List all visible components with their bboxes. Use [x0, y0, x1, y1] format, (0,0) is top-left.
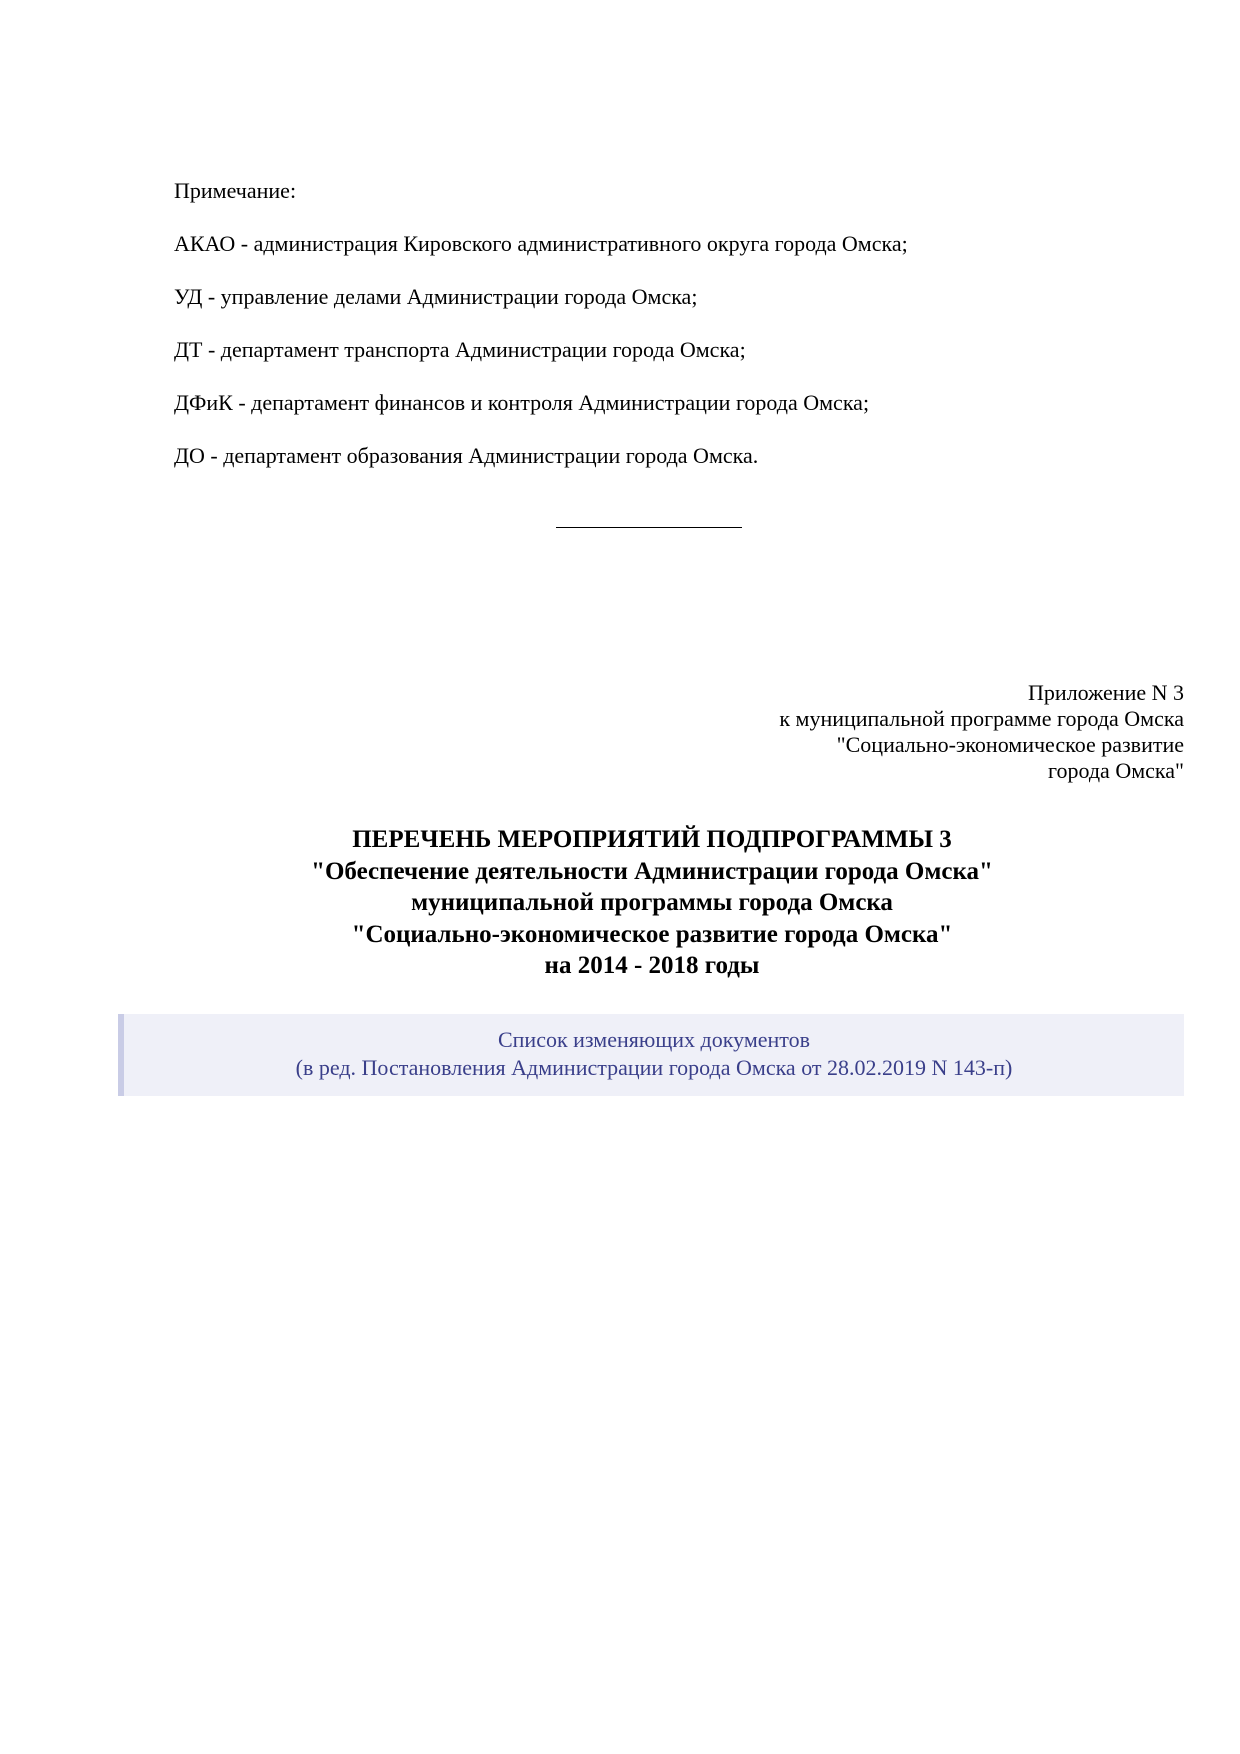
note-line-dt: ДТ - департамент транспорта Администрации города Омска; — [174, 337, 746, 362]
document-title — [120, 824, 1184, 982]
section-separator — [556, 527, 742, 528]
note-line-do: ДО - департамент образования Администрации города Омска. — [174, 443, 759, 468]
title-line: ПЕРЕЧЕНЬ МЕРОПРИЯТИЙ ПОДПРОГРАММЫ 3 — [352, 826, 952, 853]
appendix-number: Приложение N 3 — [1028, 680, 1184, 705]
title-line: "Обеспечение деятельности Администрации города Омска" — [311, 857, 993, 885]
changing-documents-heading: Список изменяющих документов — [497, 1027, 810, 1052]
note-line-ud: УД - управление делами Администрации города Омска; — [174, 284, 698, 309]
appendix-line: города Омска" — [1048, 758, 1184, 783]
note-line-akao: АКАО - администрация Кировского административного округа города Омска; — [174, 231, 908, 256]
appendix-line: к муниципальной программе города Омска — [779, 706, 1184, 731]
changing-documents-box — [118, 1014, 1184, 1096]
note-line-dfik: ДФиК - департамент финансов и контроля Администрации города Омска; — [174, 390, 870, 415]
changing-documents-reference[interactable]: (в ред. Постановления Администрации города Омска от 28.02.2019 N 143-п) — [295, 1055, 1013, 1080]
title-line: на 2014 - 2018 годы — [544, 952, 760, 979]
note-block — [174, 178, 1174, 496]
appendix-line: "Социально-экономическое развитие — [836, 732, 1184, 757]
title-line: муниципальной программы города Омска — [411, 889, 893, 916]
appendix-header — [779, 680, 1184, 784]
note-heading: Примечание: — [174, 178, 297, 203]
title-line: "Социально-экономическое развитие города Омска" — [351, 920, 953, 948]
